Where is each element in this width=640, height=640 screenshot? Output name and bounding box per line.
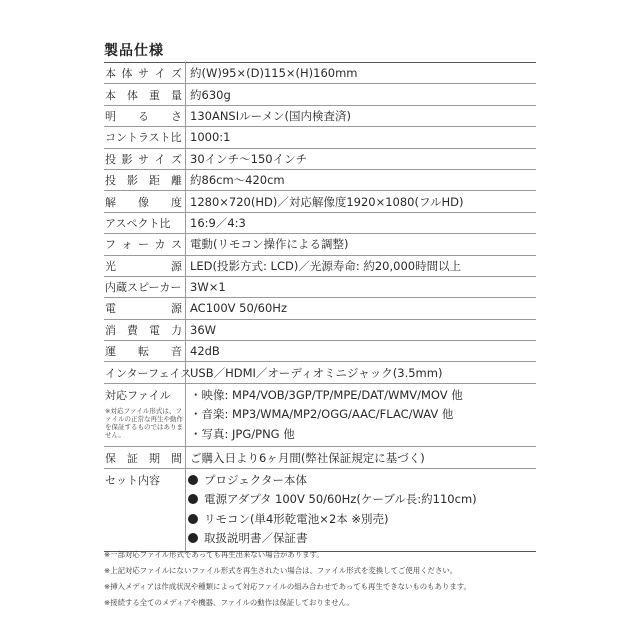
spec-label-text: 本 体 重 量 — [105, 88, 182, 102]
spec-label-text: コントラスト比 — [105, 131, 182, 145]
spec-label-text: 投 影 距 離 — [105, 174, 182, 188]
footnotes — [104, 547, 544, 611]
spec-label — [104, 383, 186, 447]
spec-row — [104, 84, 536, 105]
spec-value: 1000:1 — [186, 127, 537, 148]
set-item-text: リモコン(単4形乾電池×2本 ※別売) — [204, 511, 389, 526]
files-note: ※対応ファイル形式は、ファイルの正常な再生や動作を保証するものではありません。 — [105, 406, 183, 439]
spec-row — [104, 362, 536, 383]
spec-value: AC100V 50/60Hz — [186, 298, 537, 319]
spec-label — [104, 84, 186, 105]
set-item-text: プロジェクター本体 — [204, 472, 308, 487]
spec-label-text: セット内容 — [105, 473, 160, 487]
spec-label-text: インターフェイス — [105, 366, 192, 380]
spec-row — [104, 212, 536, 233]
spec-row — [104, 255, 536, 276]
spec-value: 16:9／4:3 — [186, 212, 537, 233]
spec-value: 約86cm〜420cm — [186, 169, 537, 190]
spec-value: 電動(リモコン操作による調整) — [186, 234, 537, 255]
set-item-text: 取扱説明書／保証書 — [204, 531, 308, 546]
spec-label — [104, 234, 186, 255]
set-item — [188, 490, 536, 510]
spec-label-text: アスペクト比 — [105, 216, 171, 230]
footnote: ※挿入メディアは作成状況や種類によって対応ファイルの組み合わせであっても再生できないものもあります。 — [104, 582, 471, 591]
spec-label-text: 光 源 — [105, 259, 182, 273]
set-item — [188, 529, 536, 549]
bullet-icon — [188, 533, 198, 543]
spec-label-text: 対応ファイル — [105, 388, 171, 402]
spec-value: 36W — [186, 319, 537, 340]
footnote: ※接続する全てのメディアや機器、ファイルの動作は保証しておりません。 — [104, 598, 354, 607]
spec-row — [104, 63, 536, 84]
spec-row — [104, 148, 536, 169]
files-line: ・音楽: MP3/WMA/MP2/OGG/AAC/FLAC/WAV 他 — [190, 407, 454, 422]
spec-value: 約(W)95×(D)115×(H)160mm — [186, 63, 537, 84]
spec-row — [104, 341, 536, 362]
spec-value: 3W×1 — [186, 276, 537, 297]
spec-label-text: 解 像 度 — [105, 195, 182, 209]
footnote: ※上記対応ファイルにないファイル形式を再生されたい場合は、ファイル形式を変換してご使用ください。 — [104, 566, 458, 575]
spec-value: USB／HDMI／オーディオミニジャック(3.5mm) — [186, 362, 537, 383]
spec-value: LED(投影方式: LCD)／光源寿命: 約20,000時間以上 — [186, 255, 537, 276]
spec-label-text: フ ォ ー カ ス — [105, 238, 182, 252]
spec-label — [104, 191, 186, 212]
spec-label-text: 本 体 サ イ ズ — [105, 67, 182, 81]
spec-table — [104, 62, 536, 552]
spec-label — [104, 212, 186, 233]
spec-label — [104, 63, 186, 84]
spec-label — [104, 362, 192, 383]
spec-label-text: 消 費 電 力 — [105, 323, 182, 337]
files-line: ・写真: JPG/PNG 他 — [190, 426, 295, 441]
spec-label — [104, 319, 186, 340]
spec-row — [104, 191, 536, 212]
spec-label-text: 運 転 音 — [105, 345, 182, 359]
bullet-icon — [188, 475, 198, 485]
spec-label — [104, 276, 186, 297]
spec-label — [104, 255, 186, 276]
spec-value: 約630g — [186, 84, 537, 105]
spec-row — [104, 234, 536, 255]
spec-value: ご購入日より6ヶ月間(弊社保証規定に基づく) — [186, 447, 537, 468]
set-item-text: 電源アダプタ 100V 50/60Hz(ケーブル長:約110cm) — [204, 492, 477, 507]
footnote: ※一部対応ファイル形式であっても再生出来ない場合があります。 — [104, 550, 324, 559]
files-line: ・映像: MP4/VOB/3GP/TP/MPE/DAT/WMV/MOV 他 — [190, 387, 463, 402]
spec-row — [104, 105, 536, 126]
spec-label — [104, 148, 186, 169]
spec-row — [104, 298, 536, 319]
spec-label — [104, 468, 186, 551]
spec-row — [104, 169, 536, 190]
spec-label — [104, 169, 186, 190]
spec-value: 1280×720(HD)／対応解像度1920×1080(フルHD) — [186, 191, 537, 212]
spec-label-text: 電 源 — [105, 302, 182, 316]
spec-label-text: 内蔵スピーカー — [105, 281, 182, 295]
spec-label-text: 保 証 期 間 — [105, 451, 182, 465]
spec-label-text: 投 影 サ イ ズ — [105, 152, 182, 166]
spec-value: 30インチ〜150インチ — [186, 148, 537, 169]
spec-row — [104, 319, 536, 340]
spec-label-text: 明 る さ — [105, 109, 182, 123]
bullet-icon — [188, 494, 198, 504]
spec-label — [104, 298, 186, 319]
bullet-icon — [188, 514, 198, 524]
spec-value: 130ANSIルーメン(国内検査済) — [186, 105, 537, 126]
page-title: 製品仕様 — [104, 43, 164, 59]
spec-row — [104, 447, 536, 468]
spec-row-files — [104, 383, 536, 447]
spec-label — [104, 105, 186, 126]
spec-label — [104, 127, 186, 148]
spec-row-set — [104, 468, 536, 551]
spec-value: 42dB — [186, 341, 537, 362]
spec-label — [104, 341, 186, 362]
spec-label — [104, 447, 186, 468]
spec-row — [104, 276, 536, 297]
spec-row — [104, 127, 536, 148]
set-item — [188, 471, 536, 491]
set-item — [188, 510, 536, 530]
